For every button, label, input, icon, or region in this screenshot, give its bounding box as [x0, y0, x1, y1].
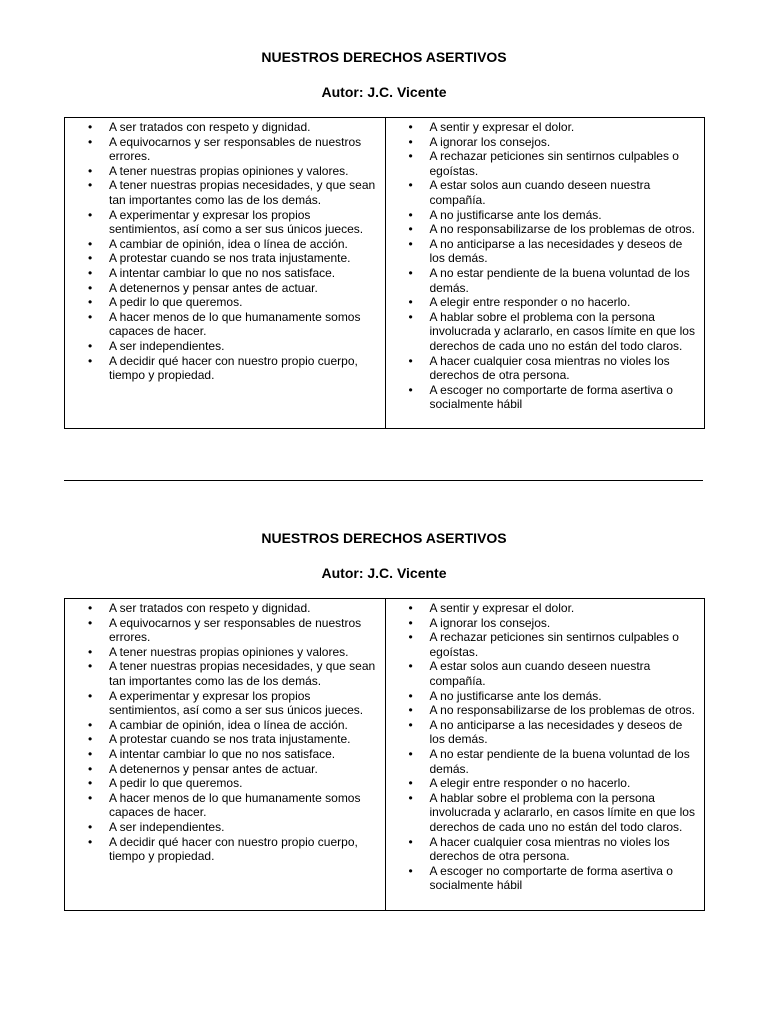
right-list-item: • A decidir qué hacer con nuestro propio cuerpo, tiempo y propiedad.	[65, 354, 379, 383]
right-list-item: • A pedir lo que queremos.	[65, 776, 379, 791]
right-list-item: • A hacer menos de lo que humanamente somos capaces de hacer.	[65, 791, 379, 820]
right-list-item: • A detenernos y pensar antes de actuar.	[65, 281, 379, 296]
right-list-item: • A no anticiparse a las necesidades y deseos de los demás.	[386, 237, 699, 266]
rights-list-left-copy	[65, 601, 379, 864]
right-list-item: • A detenernos y pensar antes de actuar.	[65, 762, 379, 777]
right-list-item: • A tener nuestras propias necesidades, y que sean tan importantes como las de los demás.	[65, 178, 379, 207]
document-title: NUESTROS DERECHOS ASERTIVOS	[261, 49, 507, 65]
right-list-item: • A ser tratados con respeto y dignidad.	[65, 120, 379, 135]
right-list-item: • A estar solos aun cuando deseen nuestra compañía.	[386, 659, 699, 688]
document-author: Autor: J.C. Vicente	[321, 84, 447, 100]
right-list-item: • A ignorar los consejos.	[386, 135, 699, 150]
right-list-item: • A escoger no comportarte de forma asertiva o socialmente hábil	[386, 383, 699, 412]
right-list-item: • A intentar cambiar lo que no nos satisface.	[65, 747, 379, 762]
right-list-item: • A elegir entre responder o no hacerlo.	[386, 776, 699, 791]
right-list-item: • A ser independientes.	[65, 820, 379, 835]
right-list-item: • A hacer cualquier cosa mientras no violes los derechos de otra persona.	[386, 354, 699, 383]
right-list-item: • A equivocarnos y ser responsables de nuestros errores.	[65, 616, 379, 645]
right-list-item: • A no justificarse ante los demás.	[386, 689, 699, 704]
right-list-item: • A no estar pendiente de la buena voluntad de los demás.	[386, 266, 699, 295]
rights-list-right-copy	[386, 601, 699, 893]
right-list-item: • A no responsabilizarse de los problemas de otros.	[386, 222, 699, 237]
right-list-item: • A experimentar y expresar los propios sentimientos, así como a ser sus únicos jueces.	[65, 208, 379, 237]
right-list-item: • A intentar cambiar lo que no nos satisface.	[65, 266, 379, 281]
right-list-item: • A no justificarse ante los demás.	[386, 208, 699, 223]
right-list-item: • A ser tratados con respeto y dignidad.	[65, 601, 379, 616]
right-list-item: • A sentir y expresar el dolor.	[386, 601, 699, 616]
document-author-copy: Autor: J.C. Vicente	[321, 565, 447, 581]
rights-list-right	[386, 120, 699, 412]
right-list-item: • A protestar cuando se nos trata injustamente.	[65, 732, 379, 747]
document-title-copy: NUESTROS DERECHOS ASERTIVOS	[261, 530, 507, 546]
rights-left-column-copy	[65, 599, 385, 910]
right-list-item: • A no responsabilizarse de los problemas de otros.	[386, 703, 699, 718]
right-list-item: • A escoger no comportarte de forma asertiva o socialmente hábil	[386, 864, 699, 893]
right-list-item: • A tener nuestras propias opiniones y valores.	[65, 164, 379, 179]
right-list-item: • A cambiar de opinión, idea o línea de acción.	[65, 237, 379, 252]
right-list-item: • A no estar pendiente de la buena voluntad de los demás.	[386, 747, 699, 776]
right-list-item: • A equivocarnos y ser responsables de nuestros errores.	[65, 135, 379, 164]
right-list-item: • A hablar sobre el problema con la persona involucrada y aclararlo, en casos límite en que los derechos de cada uno no están del todo claros.	[386, 791, 699, 835]
right-list-item: • A ser independientes.	[65, 339, 379, 354]
right-list-item: • A experimentar y expresar los propios sentimientos, así como a ser sus únicos jueces.	[65, 689, 379, 718]
rights-left-column	[65, 118, 385, 428]
right-list-item: • A hacer cualquier cosa mientras no violes los derechos de otra persona.	[386, 835, 699, 864]
right-list-item: • A rechazar peticiones sin sentirnos culpables o egoístas.	[386, 149, 699, 178]
right-list-item: • A hablar sobre el problema con la persona involucrada y aclararlo, en casos límite en que los derechos de cada uno no están del todo claros.	[386, 310, 699, 354]
right-list-item: • A rechazar peticiones sin sentirnos culpables o egoístas.	[386, 630, 699, 659]
page-separator	[64, 480, 703, 481]
rights-list-left	[65, 120, 379, 383]
right-list-item: • A tener nuestras propias opiniones y valores.	[65, 645, 379, 660]
rights-table	[64, 117, 705, 429]
rights-right-column	[385, 118, 705, 428]
right-list-item: • A protestar cuando se nos trata injustamente.	[65, 251, 379, 266]
right-list-item: • A ignorar los consejos.	[386, 616, 699, 631]
right-list-item: • A elegir entre responder o no hacerlo.	[386, 295, 699, 310]
right-list-item: • A sentir y expresar el dolor.	[386, 120, 699, 135]
right-list-item: • A decidir qué hacer con nuestro propio cuerpo, tiempo y propiedad.	[65, 835, 379, 864]
right-list-item: • A tener nuestras propias necesidades, y que sean tan importantes como las de los demás.	[65, 659, 379, 688]
rights-right-column-copy	[385, 599, 705, 910]
right-list-item: • A no anticiparse a las necesidades y deseos de los demás.	[386, 718, 699, 747]
right-list-item: • A hacer menos de lo que humanamente somos capaces de hacer.	[65, 310, 379, 339]
rights-table-copy	[64, 598, 705, 911]
right-list-item: • A estar solos aun cuando deseen nuestra compañía.	[386, 178, 699, 207]
right-list-item: • A pedir lo que queremos.	[65, 295, 379, 310]
right-list-item: • A cambiar de opinión, idea o línea de acción.	[65, 718, 379, 733]
